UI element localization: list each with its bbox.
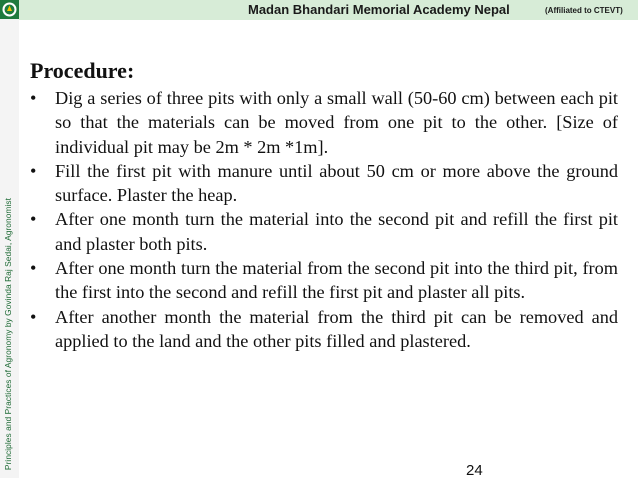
- procedure-list: [30, 86, 618, 353]
- header-title: Madan Bhandari Memorial Academy Nepal: [248, 2, 510, 17]
- list-item-text: Dig a series of three pits with only a small wall (50-60 cm) between each pit so that the materials can be moved from one pit to the other. [Size of individual pit may be 2m * 2m *1m].: [55, 88, 618, 157]
- list-item-text: After one month turn the material into the second pit and refill the first pit and plaster both pits.: [55, 209, 618, 254]
- slide-heading: Procedure:: [30, 58, 135, 83]
- page-number: 24: [466, 462, 483, 479]
- list-item-text: Fill the first pit with manure until about 50 cm or more above the ground surface. Plaster the heap.: [55, 160, 618, 206]
- bullet-icon: •: [30, 306, 37, 327]
- list-item: [30, 159, 618, 208]
- list-item-text: After another month the material from the third pit can be removed and applied to the land and the other pits filled and plastered.: [55, 306, 618, 351]
- bullet-icon: •: [30, 258, 37, 279]
- bullet-icon: •: [30, 88, 37, 108]
- header-subtitle: (Affiliated to CTEVT): [545, 6, 623, 15]
- bullet-icon: •: [30, 160, 37, 181]
- list-item: [30, 256, 618, 305]
- list-item: [30, 305, 618, 354]
- bullet-icon: •: [30, 209, 37, 230]
- list-item: [30, 207, 618, 256]
- list-item: [30, 86, 618, 159]
- institution-emblem-icon: [0, 0, 19, 19]
- list-item-text: After one month turn the material from the second pit into the third pit, from the first into the second and refill the first pit and plaster all pits.: [55, 258, 618, 303]
- sidebar-vertical-text: Principles and Practices of Agronomy by Govinda Raj Sedai, Agronomist: [3, 197, 13, 470]
- left-sidebar: [0, 0, 19, 478]
